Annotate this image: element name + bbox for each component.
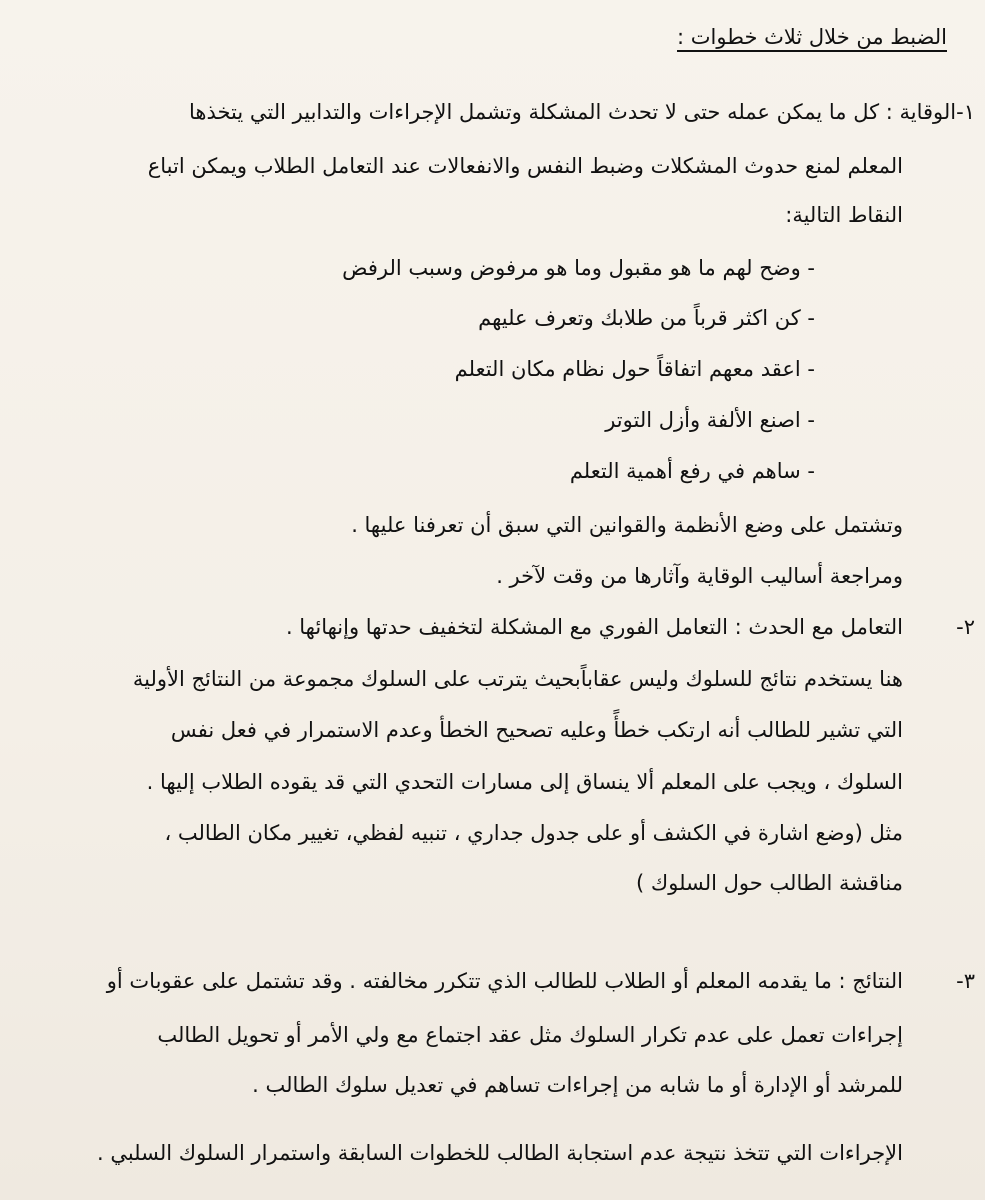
section3-line-1: النتائج : ما يقدمه المعلم أو الطلاب للطالب الذي تتكرر مخالفته . وقد تشتمل على عقوبات أو [106, 969, 903, 993]
bullet-item: - وضح لهم ما هو مقبول وما هو مرفوض وسبب الرفض [342, 256, 815, 280]
section2-line-3: التي تشير للطالب أنه ارتكب خطأً وعليه تصحيح الخطأ وعدم الاستمرار في فعل نفس [170, 718, 903, 742]
section1-line-3: النقاط التالية: [785, 203, 903, 227]
section1-line-1: ١-الوقاية : كل ما يمكن عمله حتى لا تحدث المشكلة وتشمل الإجراءات والتدابير التي يتخذها [188, 100, 975, 124]
bullet-item: - كن اكثر قرباً من طلابك وتعرف عليهم [478, 306, 815, 330]
section3-line-3: للمرشد أو الإدارة أو ما شابه من إجراءات تساهم في تعديل سلوك الطالب . [252, 1073, 903, 1097]
section2-line-1: التعامل مع الحدث : التعامل الفوري مع المشكلة لتخفيف حدتها وإنهائها . [285, 615, 903, 639]
final-line: الإجراءات التي تتخذ نتيجة عدم استجابة الطالب للخطوات السابقة واستمرار السلوك السلبي . [96, 1141, 903, 1165]
bullet-item: - ساهم في رفع أهمية التعلم [569, 459, 815, 483]
section2-number: ٢- [956, 615, 975, 639]
section1-closing-1: وتشتمل على وضع الأنظمة والقوانين التي سبق أن تعرفنا عليها . [351, 513, 903, 537]
section2-line-6: مناقشة الطالب حول السلوك ) [636, 871, 903, 895]
section1-closing-2: ومراجعة أساليب الوقاية وآثارها من وقت لآخر . [496, 564, 903, 588]
section3-number: ٣- [956, 969, 975, 993]
section2-line-2: هنا يستخدم نتائج للسلوك وليس عقاباًبحيث يترتب على السلوك مجموعة من النتائج الأولية [132, 667, 903, 691]
page-title: الضبط من خلال ثلاث خطوات : [677, 25, 947, 49]
section3-line-2: إجراءات تعمل على عدم تكرار السلوك مثل عقد اجتماع مع ولي الأمر أو تحويل الطالب [157, 1023, 903, 1047]
bullet-item: - اصنع الألفة وأزل التوتر [605, 408, 815, 432]
section1-line-2: المعلم لمنع حدوث المشكلات وضبط النفس والانفعالات عند التعامل الطلاب ويمكن اتباع [147, 154, 903, 178]
section2-line-5: مثل (وضع اشارة في الكشف أو على جدول جداري ، تنبيه لفظي، تغيير مكان الطالب ، [164, 821, 903, 845]
section2-line-4: السلوك ، ويجب على المعلم ألا ينساق إلى مسارات التحدي التي قد يقوده الطلاب إليها . [146, 770, 903, 794]
bullet-item: - اعقد معهم اتفاقاً حول نظام مكان التعلم [454, 357, 815, 381]
